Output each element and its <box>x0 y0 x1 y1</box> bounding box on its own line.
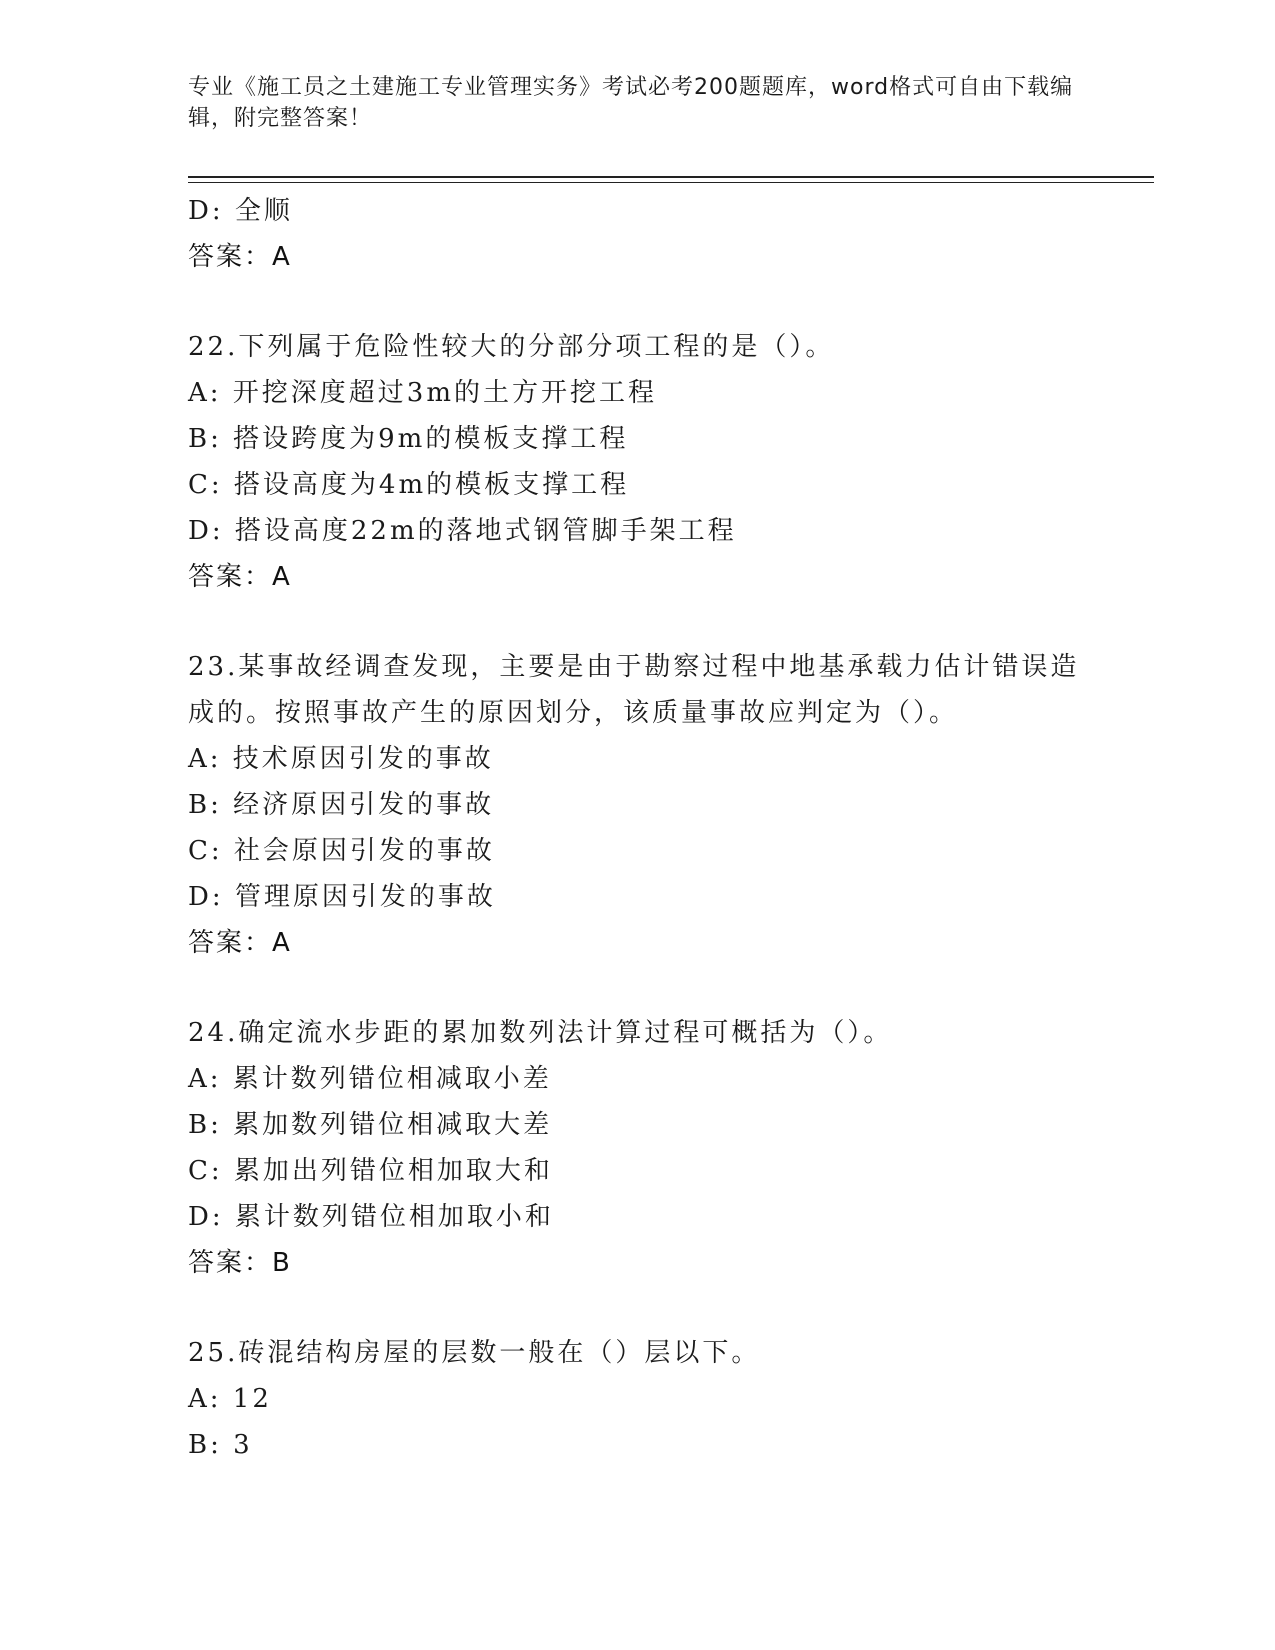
document-body <box>188 188 1088 1468</box>
option-b: B: 累加数列错位相减取大差 <box>188 1110 553 1140</box>
option-d: D: 搭设高度22m的落地式钢管脚手架工程 <box>188 516 737 546</box>
option-a: A: 累计数列错位相减取小差 <box>188 1064 552 1094</box>
question-24 <box>188 1010 1088 1286</box>
option-c: C: 搭设高度为4m的模板支撑工程 <box>188 470 630 500</box>
answer-line: 答案：A <box>188 928 292 958</box>
question-23 <box>188 644 1088 966</box>
question-text: 24.确定流水步距的累加数列法计算过程可概括为（）。 <box>188 1018 893 1048</box>
option-b: B: 经济原因引发的事故 <box>188 790 495 820</box>
header-divider-thick <box>188 176 1154 178</box>
option-a: A: 12 <box>188 1384 272 1414</box>
answer-line: 答案：A <box>188 562 292 592</box>
option-d: D: 管理原因引发的事故 <box>188 882 496 912</box>
answer-line: 答案：B <box>188 1248 292 1278</box>
header-divider-thin <box>188 182 1154 183</box>
header-title: 专业《施工员之土建施工专业管理实务》考试必考200题题库，word格式可自由下载编辑，附完整答案！ <box>188 75 1074 131</box>
option-a: A: 开挖深度超过3m的土方开挖工程 <box>188 378 657 408</box>
option-c: C: 累加出列错位相加取大和 <box>188 1156 553 1186</box>
answer-line: 答案：A <box>188 242 292 272</box>
question-fragment-21 <box>188 188 1088 280</box>
question-25 <box>188 1330 1088 1468</box>
option-d: D: 全顺 <box>188 196 293 226</box>
option-b: B: 搭设跨度为9m的模板支撑工程 <box>188 424 629 454</box>
question-text: 22.下列属于危险性较大的分部分项工程的是（）。 <box>188 332 835 362</box>
option-a: A: 技术原因引发的事故 <box>188 744 494 774</box>
question-22 <box>188 324 1088 600</box>
question-text: 25.砖混结构房屋的层数一般在（）层以下。 <box>188 1338 761 1368</box>
option-b: B: 3 <box>188 1430 253 1460</box>
option-d: D: 累计数列错位相加取小和 <box>188 1202 554 1232</box>
question-text: 23.某事故经调查发现，主要是由于勘察过程中地基承载力估计错误造 成的。按照事故产生的原因划分，该质量事故应判定为（）。 <box>188 652 1080 728</box>
document-header <box>188 72 1088 134</box>
option-c: C: 社会原因引发的事故 <box>188 836 495 866</box>
